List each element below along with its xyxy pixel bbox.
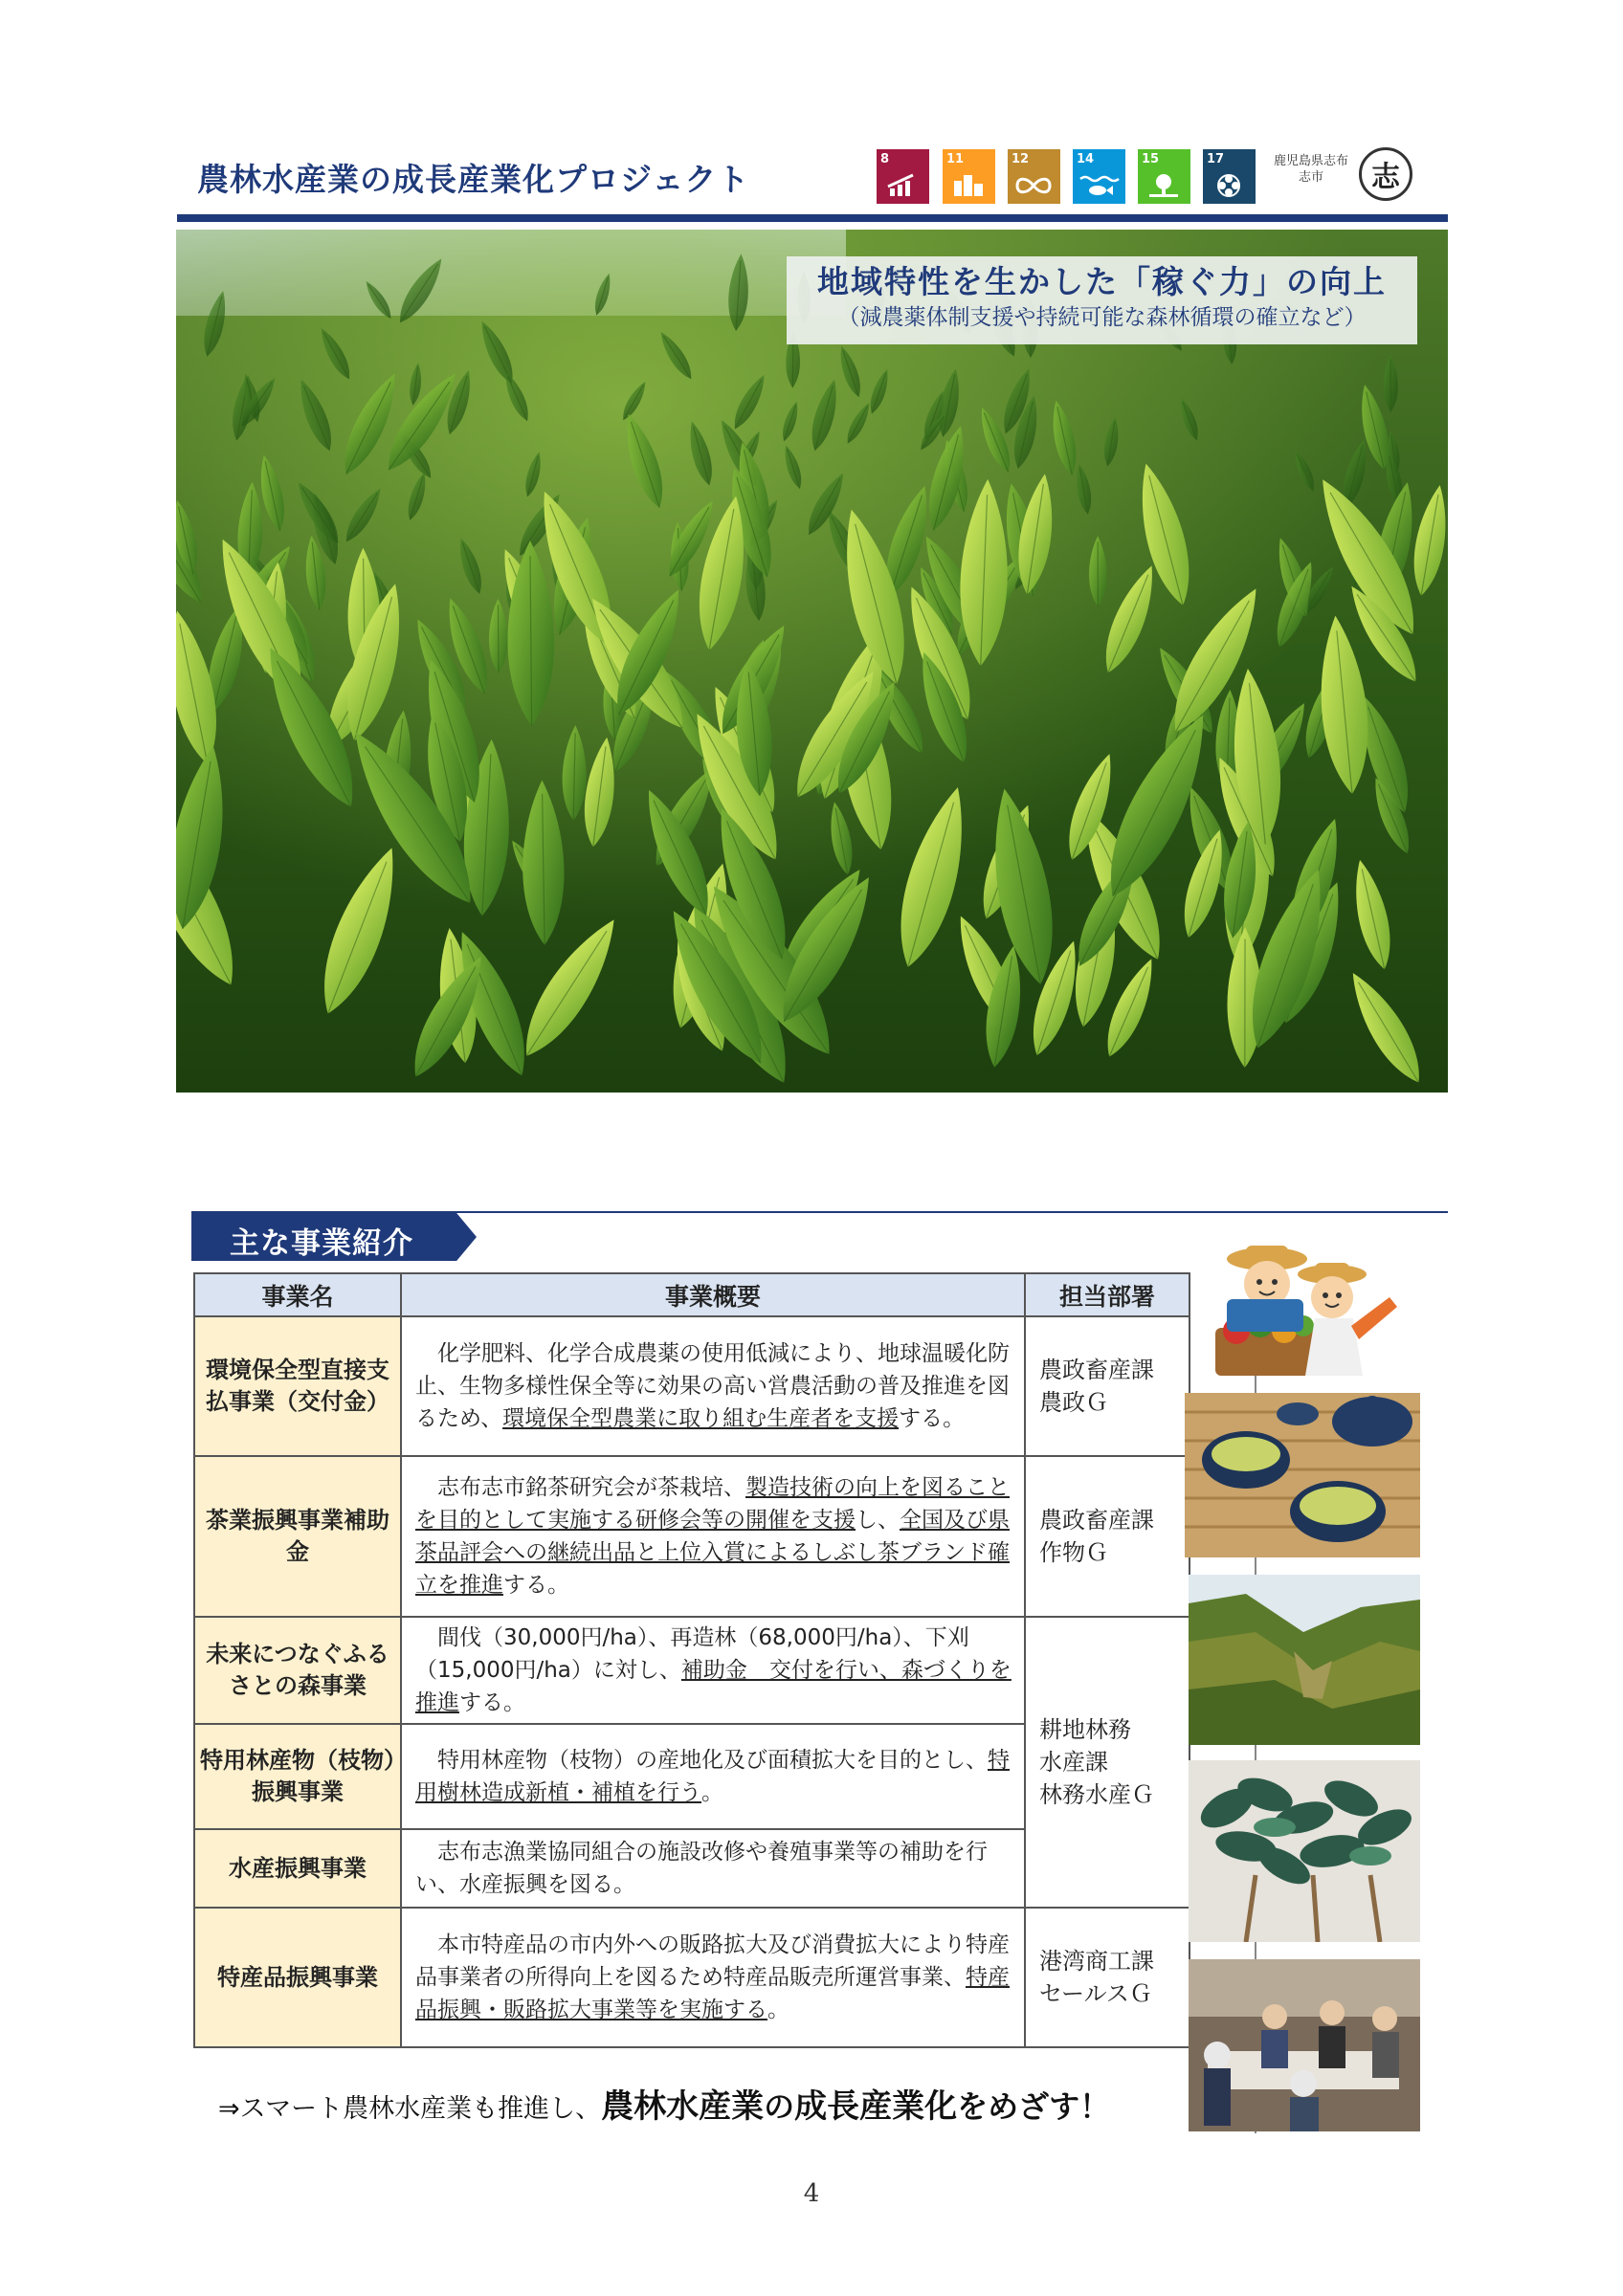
col-header-summary: 事業概要 — [401, 1273, 1025, 1316]
city-name: 鹿児島県志布志市 — [1273, 154, 1348, 185]
table-row — [194, 1316, 1189, 1456]
table-row — [194, 1908, 1189, 2047]
row-dept: 農政畜産課 農政Ｇ — [1025, 1316, 1189, 1456]
col-header-dept: 担当部署 — [1025, 1273, 1189, 1316]
hero-tea-leaves-image — [176, 230, 1448, 1093]
sdg-12-icon: 12 — [1008, 149, 1060, 204]
section-rule — [191, 1211, 1448, 1213]
row-name: 水産振興事業 — [194, 1829, 401, 1908]
table-row — [194, 1617, 1189, 1724]
business-table — [193, 1272, 1190, 2048]
sdg-14-icon: 14 — [1073, 149, 1125, 204]
row-name: 茶業振興事業補助金 — [194, 1456, 401, 1617]
row-summary: 本市特産品の市内外への販路拡大及び消費拡大により特産品事業者の所得向上を図るため特産品販売所運営事業、特産品振興・販路拡大事業等を実施する。 — [401, 1908, 1025, 2047]
hero-caption-subtitle: （減農薬体制支援や持続可能な森林循環の確立など） — [837, 305, 1367, 330]
hero-caption — [787, 256, 1417, 344]
sdg-11-icon: 11 — [943, 149, 995, 204]
row-name: 環境保全型直接支払事業（交付金） — [194, 1316, 401, 1456]
sdg-17-icon: 17 — [1203, 149, 1256, 204]
green-tea-photo — [1185, 1393, 1420, 1557]
row-dept: 農政畜産課 作物Ｇ — [1025, 1456, 1189, 1617]
product-sales-photo — [1189, 1959, 1420, 2131]
sdg-8-icon: 8 — [877, 149, 929, 204]
page-number: 4 — [803, 2179, 820, 2208]
table-header-row — [194, 1273, 1189, 1316]
sdg-15-icon: 15 — [1138, 149, 1190, 204]
section-title: 主な事業紹介 — [230, 1226, 413, 1261]
farmers-illustration — [1208, 1240, 1420, 1383]
row-summary: 志布志市銘茶研究会が茶栽培、製造技術の向上を図ることを目的として実施する研修会等の開催を支援し、全国及び県茶品評会への継続出品と上位入賞によるしぶし茶ブランド確立を推進する。 — [401, 1456, 1025, 1617]
row-dept: 港湾商工課 セールスＧ — [1025, 1908, 1189, 2047]
forest-photo — [1189, 1575, 1420, 1745]
city-seal-icon: 志 — [1359, 147, 1412, 201]
page-title: 農林水産業の成長産業化プロジェクト — [197, 161, 750, 198]
row-name: 特用林産物（枝物）振興事業 — [194, 1724, 401, 1829]
row-summary: 化学肥料、化学合成農薬の使用低減により、地球温暖化防止、生物多様性保全等に効果の高い営農活動の普及推進を図るため、環境保全型農業に取り組む生産者を支援する。 — [401, 1316, 1025, 1456]
row-summary: 間伐（30,000円/ha）、再造林（68,000円/ha）、下刈（15,000円/ha）に対し、補助金 交付を行い、森づくりを推進する。 — [401, 1617, 1025, 1724]
col-header-name: 事業名 — [194, 1273, 401, 1316]
footer-slogan: ⇒スマート農林水産業も推進し、農林水産業の成長産業化をめざす！ — [218, 2087, 1111, 2126]
branches-photo — [1189, 1760, 1420, 1942]
row-name: 特産品振興事業 — [194, 1908, 401, 2047]
row-name: 未来につなぐふるさとの森事業 — [194, 1617, 401, 1724]
header-rule — [177, 214, 1448, 222]
row-summary: 特用林産物（枝物）の産地化及び面積拡大を目的とし、特用樹林造成新植・補植を行う。 — [401, 1724, 1025, 1829]
table-row — [194, 1456, 1189, 1617]
row-summary: 志布志漁業協同組合の施設改修や養殖事業等の補助を行い、水産振興を図る。 — [401, 1829, 1025, 1908]
row-dept: 耕地林務 水産課 林務水産Ｇ — [1025, 1617, 1189, 1908]
city-logo — [1271, 145, 1416, 209]
hero-caption-title: 地域特性を生かした「稼ぐ力」の向上 — [817, 263, 1387, 300]
